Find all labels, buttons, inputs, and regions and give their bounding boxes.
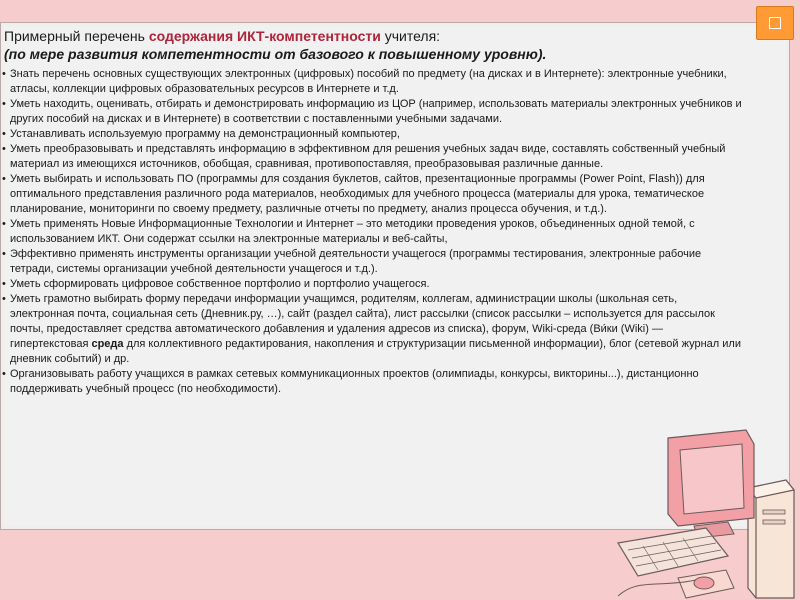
monitor bbox=[668, 430, 754, 538]
list-item bbox=[2, 277, 742, 292]
list-item-text: Знать перечень основных существующих электронных (цифровых) пособий по предмету (на дисках и в Интернете): электронные учебники, атласы, коллекции цифровых образовательных ресурсов в Интернете и т.д. bbox=[10, 68, 727, 95]
list-item-text: Уметь сформировать цифровое собственное портфолио и портфолио учащегося. bbox=[10, 278, 430, 290]
list-item-text: Уметь выбирать и использовать ПО (программы для создания буклетов, сайтов, презентационные программы (Power Point, Flash)) для оптимального представления различного рода материалов, необходимых для учебного процесса (материалы для урока, тематическое планирование, мониторинги по своему предмету, различные отчеты по предмету, анализ процесса обучения, и т.д.). bbox=[10, 173, 705, 215]
list-item bbox=[2, 142, 742, 172]
slide-heading bbox=[4, 27, 644, 63]
heading-accent: содержания ИКТ-компетентности bbox=[148, 28, 381, 44]
list-item bbox=[2, 292, 742, 367]
square-outline-icon bbox=[769, 17, 781, 29]
list-item-text: Организовывать работу учащихся в рамках сетевых коммуникационных проектов (олимпиады, конкурсы, викторины...), дистанционно поддерживать учебный процесс (по необходимости). bbox=[10, 368, 699, 395]
list-item-text: Эффективно применять инструменты организации учебной деятельности учащегося (программы тестирования, электронные рабочие тетради, системы организации учебной деятельности учащегося и т.д.). bbox=[10, 248, 702, 275]
list-item bbox=[2, 367, 742, 397]
list-item-text: Уметь применять Новые Информационные Технологии и Интернет – это методики проведения уроков, объединенных одной темой, с использованием ИКТ. Они содержат ссылки на электронные материалы и веб-сайты, bbox=[10, 218, 695, 245]
list-item bbox=[2, 247, 742, 277]
tower-case bbox=[748, 480, 794, 598]
heading-subtitle: (по мере развития компетентности от базового к повышенному уровню). bbox=[4, 46, 547, 62]
heading-prefix: Примерный перечень bbox=[4, 28, 149, 44]
list-item-bold: среда bbox=[91, 338, 124, 350]
competency-list bbox=[2, 67, 742, 397]
mouse bbox=[618, 570, 734, 598]
keyboard bbox=[618, 528, 728, 576]
computer-icon bbox=[598, 428, 800, 600]
list-item-text: для коллективного редактирования, накопления и структуризации письменной информации), блог (сетевой журнал или дневник событий) и др. bbox=[10, 338, 741, 365]
list-item bbox=[2, 127, 742, 142]
heading-suffix: учителя: bbox=[380, 28, 441, 44]
list-item bbox=[2, 217, 742, 247]
list-item bbox=[2, 67, 742, 97]
list-item-text: Уметь преобразовывать и представлять информацию в эффективном для решения учебных задач виде, составлять собственный учебный материал из имеющихся источников, обобщая, сравнивая, противопоставляя, преобразовывая различные данные. bbox=[10, 143, 726, 170]
nav-button[interactable] bbox=[756, 6, 794, 40]
list-item-text: Уметь грамотно выбирать форму передачи информации учащимся, родителям, коллегам, администрации школы (школьная сеть, электронная почта, социальная сеть (Дневник.ру, …), сайт (раздел сайта), лист рассылки (список рассылки – используется для рассылок почты, предоставляет средства автоматического добавления и удаления адресов из списка), форум, Wiki-среда (Ви́ки (Wiki) — гипертекстовая bbox=[10, 293, 715, 350]
list-item-text: Уметь находить, оценивать, отбирать и демонстрировать информацию из ЦОР (например, использовать материалы электронных учебников и других пособий на дисках и в Интернете) в соответствии с поставленными учебными задачами. bbox=[10, 98, 742, 125]
list-item-text: Устанавливать используемую программу на демонстрационный компьютер, bbox=[10, 128, 400, 140]
list-item bbox=[2, 97, 742, 127]
list-item bbox=[2, 172, 742, 217]
